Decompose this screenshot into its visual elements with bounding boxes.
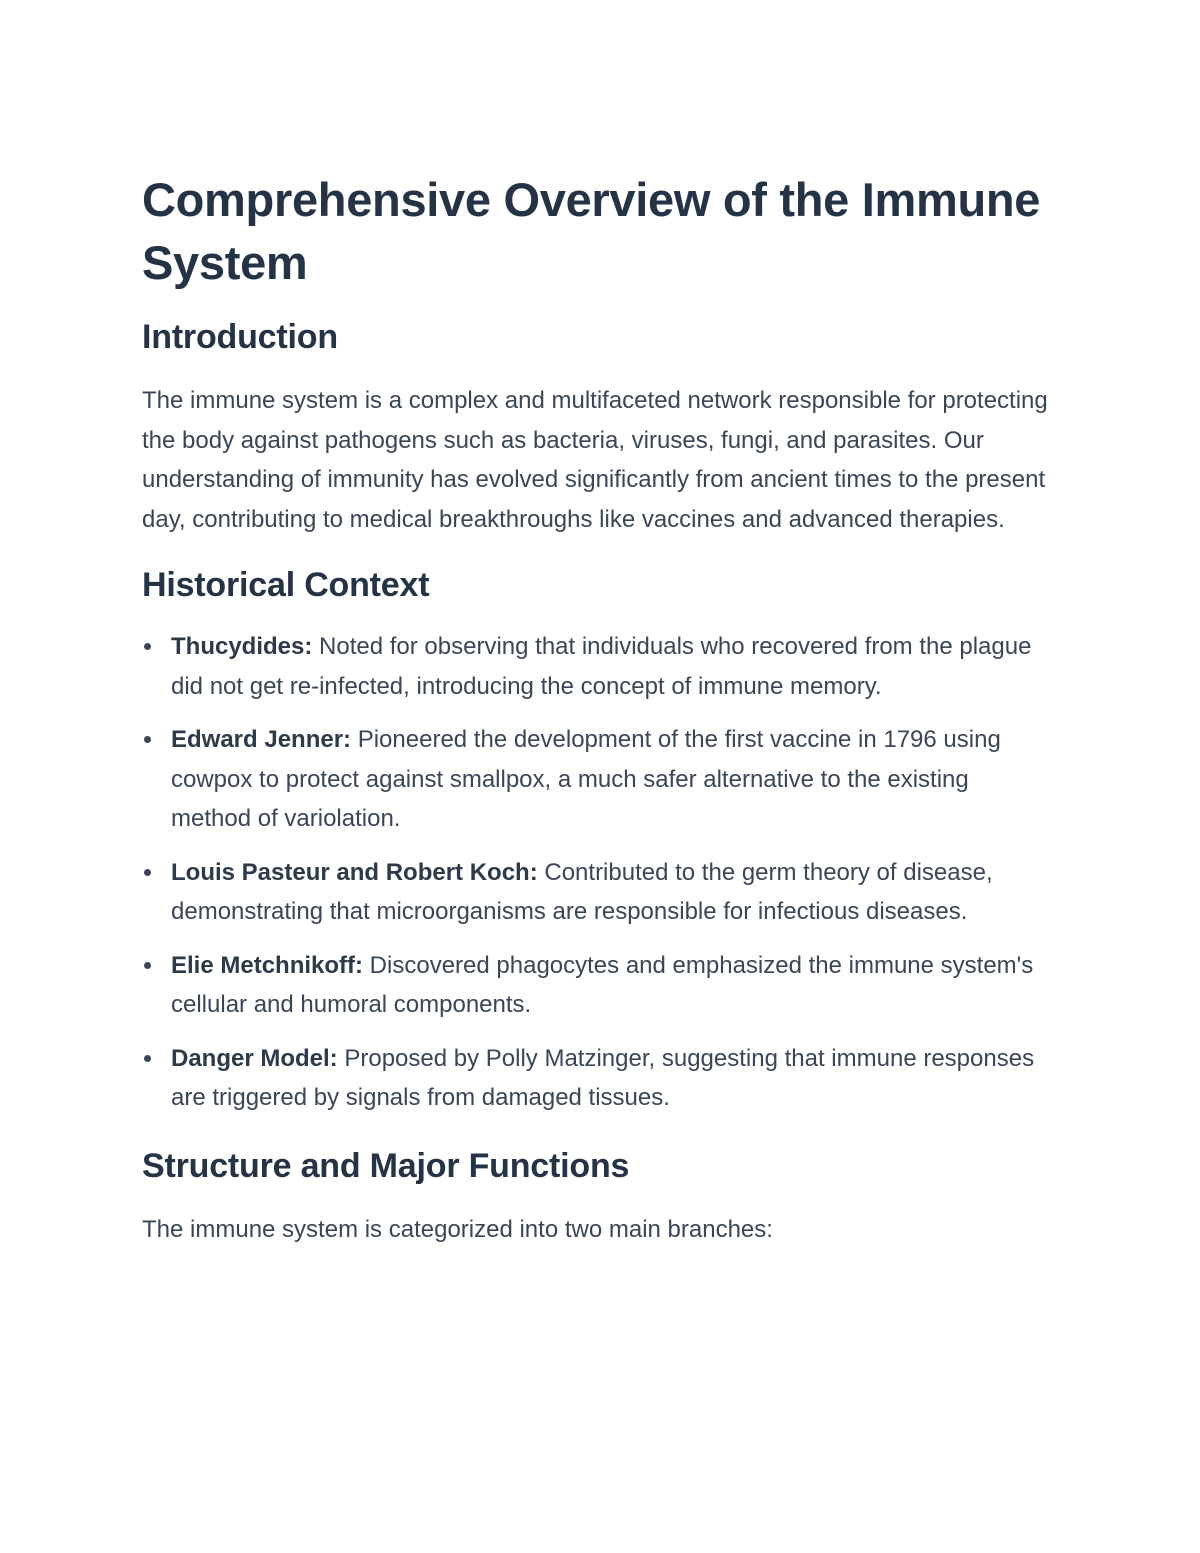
list-item-term: Thucydides: bbox=[171, 633, 313, 660]
bullet-icon bbox=[144, 869, 151, 876]
section-heading-historical-context: Historical Context bbox=[142, 566, 430, 604]
page-title: Comprehensive Overview of the Immune System bbox=[142, 173, 1041, 289]
introduction-paragraph: The immune system is a complex and multifaceted network responsible for protecting the body against pathogens such as bacteria, viruses, fungi, and parasites. Our understanding of immunity has evolved significantly from ancient times to the present day, contributing to medical breakthroughs like vaccines and advanced therapies. bbox=[142, 387, 1048, 533]
list-item-metchnikoff bbox=[142, 946, 1052, 1025]
bullet-icon bbox=[144, 962, 151, 969]
list-item-text: Pioneered the development of the first vaccine in 1796 using cowpox to protect against smallpox, a much safer alternative to the existing method of variolation. bbox=[171, 726, 1001, 832]
list-item-term: Danger Model: bbox=[171, 1044, 338, 1072]
list-item-text: Discovered phagocytes and emphasized the immune system's cellular and humoral components. bbox=[171, 951, 1034, 1018]
section-heading-structure: Structure and Major Functions bbox=[142, 1146, 630, 1185]
structure-paragraph: The immune system is categorized into two main branches: bbox=[142, 1215, 773, 1243]
list-item-term: Louis Pasteur and Robert Koch: bbox=[171, 858, 538, 886]
list-item-edward-jenner bbox=[142, 720, 1052, 839]
list-item-text: Noted for observing that individuals who recovered from the plague did not get re-infected, introducing the concept of immune memory. bbox=[171, 633, 1032, 700]
document-page bbox=[142, 168, 1052, 1249]
historical-context-list bbox=[142, 627, 1052, 1118]
list-item-text: Contributed to the germ theory of disease, demonstrating that microorganisms are responsible for infectious diseases. bbox=[171, 858, 993, 925]
list-item-pasteur-koch bbox=[142, 853, 1052, 932]
bullet-icon bbox=[144, 643, 151, 650]
section-heading-introduction: Introduction bbox=[142, 318, 338, 356]
bullet-icon bbox=[144, 736, 151, 743]
list-item-term: Edward Jenner: bbox=[171, 726, 352, 753]
list-item-term: Elie Metchnikoff: bbox=[171, 951, 364, 979]
list-item-text: Proposed by Polly Matzinger, suggesting that immune responses are triggered by signals from damaged tissues. bbox=[171, 1044, 1035, 1111]
list-item-thucydides bbox=[142, 627, 1052, 706]
bullet-icon bbox=[144, 1055, 151, 1062]
list-item-danger-model bbox=[142, 1039, 1052, 1118]
